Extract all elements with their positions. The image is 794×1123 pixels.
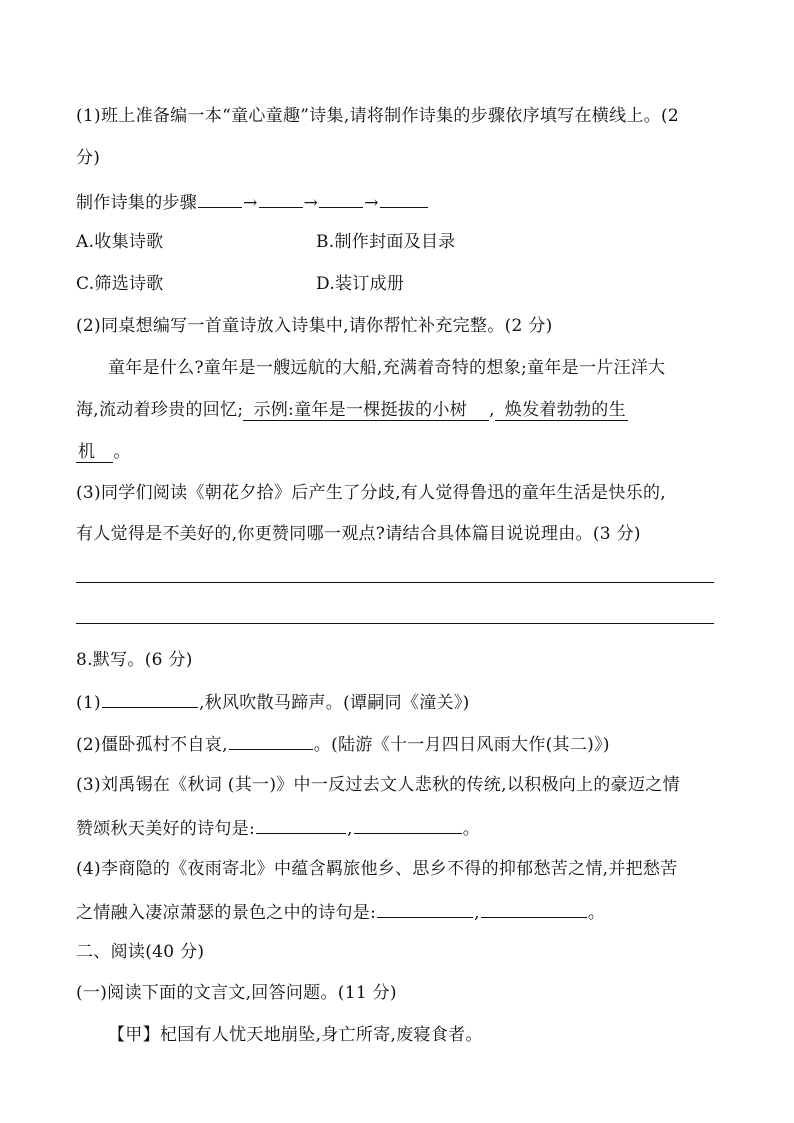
q8-item1 bbox=[76, 689, 470, 715]
q8-item3-line2 bbox=[76, 815, 480, 841]
q7-part1-line2: 分) bbox=[76, 148, 101, 168]
poem-answer-2a: 焕发着勃勃的生 bbox=[495, 400, 628, 421]
q8-item3-comma: , bbox=[347, 819, 353, 839]
q8-item2-text: 。(陆游《十一月四日风雨大作(其二)》) bbox=[313, 735, 610, 755]
poem-line1: 童年是什么?童年是一艘远航的大船,充满着奇特的想象;童年是一片汪洋大 bbox=[108, 358, 666, 378]
q8-item1-blank[interactable] bbox=[102, 689, 198, 708]
step-blank-3[interactable] bbox=[319, 189, 363, 208]
steps-row bbox=[76, 189, 429, 215]
poem-line2-prefix: 海,流动着珍贵的回忆; bbox=[76, 400, 244, 420]
q8-item2-prefix: (2)僵卧孤村不自哀, bbox=[76, 735, 228, 755]
poem-answer-2b: 机 bbox=[76, 442, 113, 463]
poem-line2 bbox=[76, 398, 628, 422]
poem-line3 bbox=[76, 440, 131, 464]
q7-part3-line2: 有人觉得是不美好的,你更赞同哪一观点?请结合具体篇目说说理由。(3 分) bbox=[76, 524, 641, 544]
q8-item4-blank1[interactable] bbox=[377, 899, 473, 918]
passage-jia: 【甲】杞国有人忧天地崩坠,身亡所寄,废寝食者。 bbox=[108, 1025, 483, 1045]
option-d: D.装订成册 bbox=[316, 274, 405, 294]
q8-item1-prefix: (1) bbox=[76, 693, 101, 713]
answer-line-2[interactable] bbox=[76, 623, 714, 624]
arrow-2: → bbox=[303, 193, 319, 213]
q8-item3-line1: (3)刘禹锡在《秋词 (其一)》中一反过去文人悲秋的传统,以积极向上的豪迈之情 bbox=[76, 775, 680, 795]
q8-item4-period: 。 bbox=[587, 903, 606, 923]
steps-label: 制作诗集的步骤 bbox=[76, 193, 198, 213]
step-blank-2[interactable] bbox=[259, 189, 303, 208]
q7-part2-title: (2)同桌想编写一首童诗放入诗集中,请你帮忙补充完整。(2 分) bbox=[76, 316, 553, 336]
answer-line-1[interactable] bbox=[76, 582, 714, 583]
step-blank-4[interactable] bbox=[380, 189, 428, 208]
section2-title: 二、阅读(40 分) bbox=[76, 942, 205, 962]
q8-item1-text: ,秋风吹散马蹄声。(谭嗣同《潼关》) bbox=[198, 693, 470, 713]
option-a: A.收集诗歌 bbox=[76, 232, 164, 252]
q8-item3-period: 。 bbox=[462, 819, 481, 839]
q8-item2-blank[interactable] bbox=[229, 731, 313, 750]
q7-part3-line1: (3)同学们阅读《朝花夕拾》后产生了分歧,有人觉得鲁迅的童年生活是快乐的, bbox=[76, 483, 666, 503]
arrow-3: → bbox=[364, 193, 379, 213]
option-c: C.筛选诗歌 bbox=[76, 274, 164, 294]
arrow-1: → bbox=[243, 193, 258, 213]
q8-item2 bbox=[76, 731, 610, 757]
q8-item3-blank2[interactable] bbox=[354, 815, 462, 834]
q7-part1-line1: (1)班上准备编一本“童心童趣”诗集,请将制作诗集的步骤依序填写在横线上。(2 bbox=[76, 106, 680, 126]
q8-item3-blank1[interactable] bbox=[256, 815, 346, 834]
poem-end: 。 bbox=[113, 442, 131, 462]
q8-item3-prefix: 赞颂秋天美好的诗句是: bbox=[76, 819, 256, 839]
poem-answer-1: 示例:童年是一棵挺拔的小树 bbox=[243, 400, 489, 421]
poem-comma: , bbox=[489, 400, 495, 420]
q8-title: 8.默写。(6 分) bbox=[76, 650, 193, 670]
q8-item4-blank2[interactable] bbox=[481, 899, 587, 918]
option-b: B.制作封面及目录 bbox=[316, 232, 456, 252]
q8-item4-prefix: 之情融入凄凉萧瑟的景色之中的诗句是: bbox=[76, 903, 377, 923]
section2-part1: (一)阅读下面的文言文,回答问题。(11 分) bbox=[76, 983, 397, 1003]
q8-item4-line1: (4)李商隐的《夜雨寄北》中蕴含羁旅他乡、思乡不得的抑郁愁苦之情,并把愁苦 bbox=[76, 859, 678, 879]
q8-item4-comma: , bbox=[474, 903, 480, 923]
step-blank-1[interactable] bbox=[198, 189, 242, 208]
q8-item4-line2 bbox=[76, 899, 605, 925]
